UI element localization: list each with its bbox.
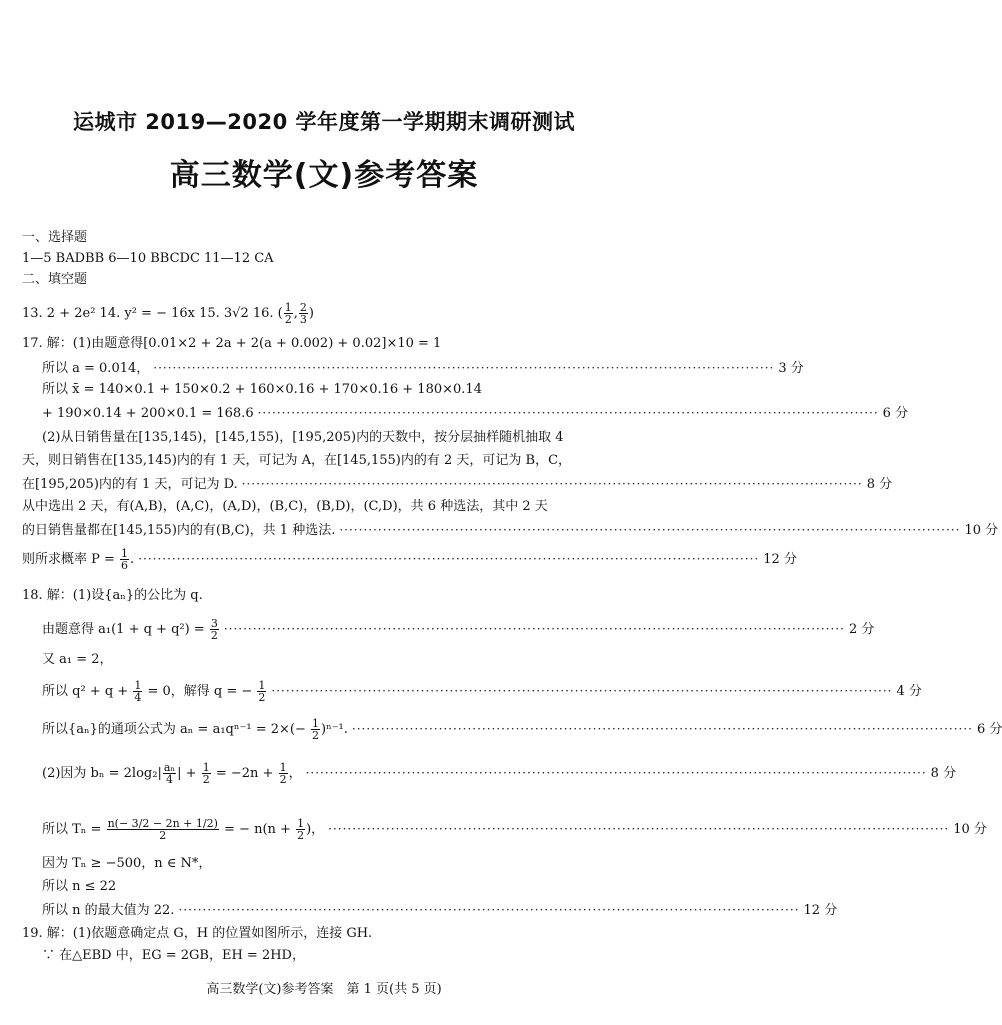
q19-line: ∵ 在△EBD 中，EG = 2GB，EH = 2HD， — [42, 948, 305, 963]
q17-line: 天，则日销售在[135,145)内的有 1 天，可记为 A，在[145,155)内的有 2 天，可记为 B，C， — [22, 453, 572, 468]
fraction: $\frac{1}{2}$ — [202, 761, 210, 786]
score: 4 分 — [896, 684, 922, 699]
q18-line: 又 a₁ = 2， — [42, 652, 113, 667]
fill-answers-text: 13. 2 + 2e² 14. y² = − 16x 15. 3√2 16. ( — [22, 306, 283, 321]
section-heading-choice: 一、选择题 — [22, 230, 88, 245]
choice-answers: 1—5 BADBB 6—10 BBCDC 11—12 CA — [22, 251, 274, 266]
q18-line: 所以 n ≤ 22 — [42, 879, 117, 894]
q18-line: 18. 解：(1)设{aₙ}的公比为 q. — [22, 588, 203, 603]
fill-answers: 13. 2 + 2e² 14. y² = − 16x 15. 3√2 16. ( $\frac{1}{2}$ , $\frac{2}{3}$ ) — [22, 301, 314, 326]
score: 12 分 — [803, 903, 838, 918]
q17-line: 则所求概率 P = $\frac{1}{6}$ . ································································································································· 12 分 — [22, 547, 797, 572]
q18-line: 所以 n 的最大值为 22. ································································································································· 12 分 — [42, 900, 628, 921]
score: 6 分 — [882, 406, 909, 421]
q17-line: 的日销售量都在[145,155)内的有(B,C)，共 1 种选法. ································································································································· 10 分 — [22, 520, 628, 541]
q19-line: 19. 解：(1)依题意确定点 G，H 的位置如图所示，连接 GH. — [22, 926, 373, 941]
fraction: $\frac{1}{6}$ — [121, 547, 129, 572]
q18-line: 因为 Tₙ ≥ −500，n ∈ N*， — [42, 856, 212, 871]
fraction: $\frac{1}{2}$ — [312, 717, 319, 742]
exam-title: 运城市 2019—2020 学年度第一学期期末调研测试 — [72, 110, 575, 134]
fraction: $\frac{1}{4}$ — [134, 679, 142, 704]
q18-line: 所以{aₙ}的通项公式为 aₙ = a₁qⁿ⁻¹ = 2×(− $\frac{1}{2}$ )ⁿ⁻¹. ································································································································· 6 分 — [42, 717, 1002, 742]
score: 10 分 — [953, 822, 987, 837]
q17-line: 从中选出 2 天，有(A,B)，(A,C)，(A,D)，(B,C)，(B,D)，(C,D)，共 6 种选法，其中 2 天 — [22, 499, 548, 514]
q18-line: 所以 q² + q + $\frac{1}{4}$ = 0，解得 q = − $\frac{1}{2}$ ································································································································· 4 分 — [42, 679, 922, 704]
q17-line: 17. 解：(1)由题意得[0.01×2 + 2a + 2(a + 0.002) + 0.02]×10 = 1 — [22, 336, 442, 351]
score: 8 分 — [866, 477, 893, 492]
score: 10 分 — [964, 523, 999, 538]
section-heading-fill: 二、填空题 — [22, 272, 88, 287]
score: 6 分 — [976, 722, 1002, 737]
score: 12 分 — [763, 552, 797, 567]
q17-line: + 190×0.14 + 200×0.1 = 168.6 ································································································································· 6 分 — [42, 403, 628, 424]
score: 2 分 — [848, 622, 875, 637]
fraction: $\frac{2}{3}$ — [299, 301, 307, 326]
fraction: $\frac{n(- 3/2 - 2n + 1/2)}{2}$ — [107, 817, 218, 842]
q17-line: 所以 a = 0.014， ································································································································· 3 分 — [42, 358, 628, 379]
fraction: $\frac{1}{2}$ — [297, 817, 305, 842]
fraction: $\frac{1}{2}$ — [284, 301, 292, 326]
fraction: $\frac{3}{2}$ — [210, 617, 218, 642]
q17-line: 在[195,205)内的有 1 天，可记为 D. ································································································································· 8 分 — [22, 474, 628, 495]
q18-line: 所以 Tₙ = $\frac{n(- 3/2 - 2n + 1/2)}{2}$ = − n(n + $\frac{1}{2}$ )， ································································································································· 10 分 — [42, 817, 987, 842]
q18-line: 由题意得 a₁(1 + q + q²) = $\frac{3}{2}$ ································································································································· 2 分 — [42, 617, 875, 642]
fraction: $\frac{1}{2}$ — [279, 761, 287, 786]
q17-line: (2)从日销售量在[135,145)，[145,155)，[195,205)内的天数中，按分层抽样随机抽取 4 — [42, 430, 564, 445]
q18-line: (2)因为 bₙ = 2log₂| $\frac{\text{aₙ}}{4}$ | + $\frac{1}{2}$ = −2n + $\frac{1}{2}$ ， ································································································································· 8 分 — [42, 761, 957, 786]
page-footer: 高三数学(文)参考答案 第 1 页(共 5 页) — [206, 982, 442, 997]
page-title: 高三数学(文)参考答案 — [169, 158, 479, 193]
score: 8 分 — [930, 766, 957, 781]
fraction: $\frac{\text{aₙ}}{4}$ — [163, 761, 176, 786]
score: 3 分 — [778, 361, 804, 376]
fraction: $\frac{1}{2}$ — [258, 679, 266, 704]
q17-line: 所以 x̄ = 140×0.1 + 150×0.2 + 160×0.16 + 170×0.16 + 180×0.14 — [42, 382, 482, 397]
